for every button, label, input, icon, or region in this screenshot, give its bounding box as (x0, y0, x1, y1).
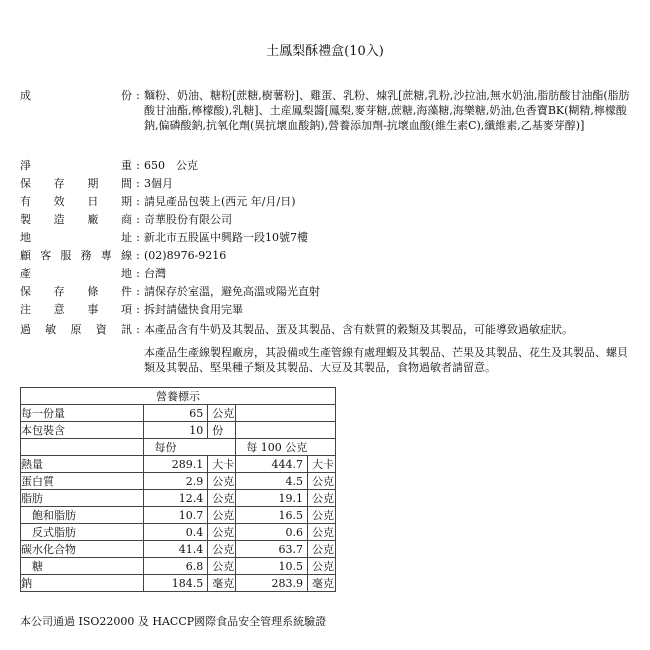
spec-label: 產 地 (20, 267, 132, 280)
spec-colon: : (136, 303, 140, 316)
nutrient-unit: 公克 (307, 507, 335, 524)
serving-size-unit: 公克 (208, 405, 236, 422)
spec-colon: : (136, 159, 140, 172)
nutrient-unit: 毫克 (208, 575, 236, 592)
nutrient-unit: 公克 (307, 541, 335, 558)
spec-value: 3個月 (144, 177, 173, 190)
nutrient-per-serving: 2.9 (144, 473, 208, 490)
spec-value: 麵粉、奶油、糖粉[蔗糖,樹薯粉]、雞蛋、乳粉、煉乳[蔗糖,乳粉,沙拉油,無水奶油,脂肪酸甘油酯(脂肪酸甘油酯,檸檬酸),乳糖]、土産鳳梨醬[鳳梨,麥芽糖,蔗糖,海藻糖,海樂糖,奶油,色香寶BK(糊精,檸檬酸鈉,偏磷酸鈉,抗氧化劑(異抗壞血酸鈉),營養添加劑-抗壞血酸(維生素C),纖維素,乙基麥芽醇)] (144, 89, 630, 132)
nutrient-per-serving: 10.7 (144, 507, 208, 524)
nutrient-unit: 毫克 (307, 575, 335, 592)
spec-label: 過 敏 原 資 訊 (20, 323, 132, 336)
spec-value: 請保存於室溫，避免高溫或陽光直射 (144, 285, 320, 298)
nutrient-name: 熱量 (21, 456, 144, 473)
nutrient-unit: 公克 (208, 473, 236, 490)
spec-row (20, 230, 630, 245)
spec-colon: : (136, 231, 140, 244)
nutrient-per-100g: 63.7 (236, 541, 308, 558)
col-per-serving: 每份 (144, 439, 236, 456)
nutrient-per-100g: 10.5 (236, 558, 308, 575)
certification-note: 本公司通過 ISO22000 及 HACCP國際食品安全管理系統驗證 (20, 615, 327, 628)
spec-colon: : (136, 195, 140, 208)
nutrient-name: 碳水化合物 (21, 541, 144, 558)
spec-row (20, 322, 630, 337)
product-title: 土鳳梨酥禮盒(10入) (266, 44, 384, 59)
nutrient-row (21, 473, 336, 490)
nutrient-per-100g: 444.7 (236, 456, 308, 473)
nutrient-per-serving: 289.1 (144, 456, 208, 473)
spec-value: 650 公克 (144, 159, 198, 172)
spec-row (20, 248, 630, 263)
nutrient-per-100g: 283.9 (236, 575, 308, 592)
spec-row (20, 88, 630, 133)
nutrient-per-serving: 184.5 (144, 575, 208, 592)
spec-value: 請見產品包裝上(西元 年/月/日) (144, 195, 296, 208)
allergen-note-row (20, 345, 630, 375)
nutrition-caption-row (21, 388, 336, 405)
spec-row (20, 266, 630, 281)
nutrient-unit: 公克 (307, 524, 335, 541)
spec-value: 台灣 (144, 267, 166, 280)
spec-label: 淨 重 (20, 159, 132, 172)
nutrient-name: 糖 (21, 558, 144, 575)
col-per-100g: 每 100 公克 (236, 439, 336, 456)
nutrient-per-serving: 41.4 (144, 541, 208, 558)
spec-label: 成 份 (20, 89, 132, 102)
spec-value: 新北市五股區中興路一段10號7樓 (144, 231, 308, 244)
spec-colon: : (136, 213, 140, 226)
nutrient-row (21, 507, 336, 524)
nutrient-per-100g: 19.1 (236, 490, 308, 507)
nutrient-name: 反式脂肪 (21, 524, 144, 541)
spec-colon: : (136, 249, 140, 262)
nutrient-row (21, 558, 336, 575)
nutrient-unit: 公克 (208, 507, 236, 524)
nutrient-per-100g: 4.5 (236, 473, 308, 490)
spec-label: 顧 客 服 務 專 線 (20, 249, 132, 262)
nutrient-name: 脂肪 (21, 490, 144, 507)
spec-colon: : (136, 267, 140, 280)
serving-size-label: 每一份量 (21, 405, 144, 422)
spec-value: 奇華股份有限公司 (144, 213, 232, 226)
nutrient-per-100g: 16.5 (236, 507, 308, 524)
spec-label: 注 意 事 項 (20, 303, 132, 316)
spec-row (20, 284, 630, 299)
serving-size-value: 65 (144, 405, 208, 422)
serving-size-row (21, 405, 336, 422)
spec-row (20, 176, 630, 191)
nutrient-unit: 公克 (208, 541, 236, 558)
nutrition-caption: 營養標示 (21, 388, 336, 405)
nutrient-name: 飽和脂肪 (21, 507, 144, 524)
nutrient-unit: 公克 (307, 490, 335, 507)
nutrient-row (21, 456, 336, 473)
nutrient-unit: 公克 (208, 490, 236, 507)
nutrient-unit: 公克 (307, 558, 335, 575)
spec-colon: : (136, 89, 140, 102)
servings-per-pack-unit: 份 (208, 422, 236, 439)
nutrition-header-row (21, 439, 336, 456)
nutrient-unit: 公克 (307, 473, 335, 490)
nutrient-per-serving: 0.4 (144, 524, 208, 541)
spec-row (20, 302, 630, 317)
nutrient-unit: 公克 (208, 524, 236, 541)
nutrient-name: 鈉 (21, 575, 144, 592)
spec-row (20, 158, 630, 173)
nutrient-row (21, 575, 336, 592)
spec-value: (02)8976-9216 (144, 249, 227, 262)
spec-label: 有 效 日 期 (20, 195, 132, 208)
nutrient-row (21, 490, 336, 507)
spec-row (20, 194, 630, 209)
servings-per-pack-value: 10 (144, 422, 208, 439)
servings-per-pack-row (21, 422, 336, 439)
nutrient-per-100g: 0.6 (236, 524, 308, 541)
nutrient-unit: 大卡 (307, 456, 335, 473)
nutrient-row (21, 524, 336, 541)
spec-label: 地 址 (20, 231, 132, 244)
nutrient-name: 蛋白質 (21, 473, 144, 490)
spec-row (20, 212, 630, 227)
nutrient-per-serving: 12.4 (144, 490, 208, 507)
spec-label: 保 存 期 間 (20, 177, 132, 190)
nutrient-per-serving: 6.8 (144, 558, 208, 575)
nutrient-row (21, 541, 336, 558)
spec-label: 製 造 廠 商 (20, 213, 132, 226)
spec-colon: : (136, 323, 140, 336)
nutrition-table (20, 387, 336, 592)
spec-colon: : (136, 285, 140, 298)
spec-label: 保 存 條 件 (20, 285, 132, 298)
spec-value: 拆封請儘快食用完畢 (144, 303, 243, 316)
spec-colon: : (136, 177, 140, 190)
servings-per-pack-label: 本包裝含 (21, 422, 144, 439)
allergen-note: 本產品生產線製程廠房，其設備或生產管線有處理蝦及其製品、芒果及其製品、花生及其製品、螺貝類及其製品、堅果種子類及其製品、大豆及其製品，食物過敏者請留意。 (144, 346, 628, 374)
nutrient-unit: 大卡 (208, 456, 236, 473)
spec-value: 本產品含有牛奶及其製品、蛋及其製品、含有麩質的穀類及其製品，可能導致過敏症狀。 (144, 323, 573, 336)
nutrient-unit: 公克 (208, 558, 236, 575)
